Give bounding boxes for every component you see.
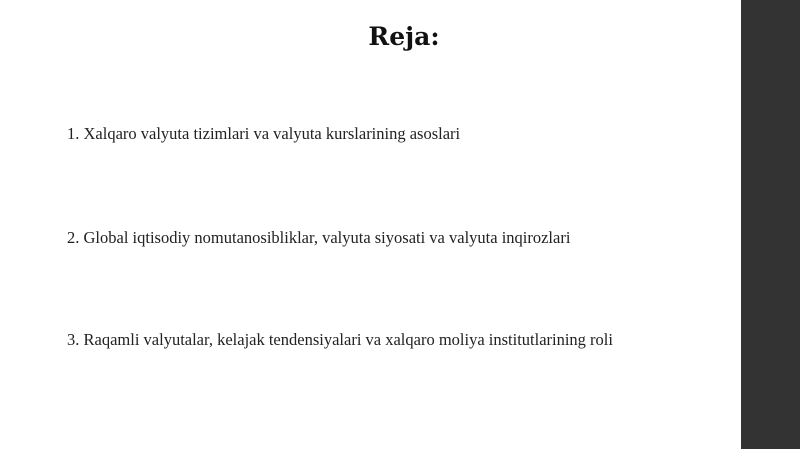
side-panel bbox=[741, 0, 800, 449]
plan-item-1: 1. Xalqaro valyuta tizimlari va valyuta kurslarining asoslari bbox=[67, 124, 461, 143]
plan-item-2: 2. Global iqtisodiy nomutanosibliklar, valyuta siyosati va valyuta inqirozlari bbox=[67, 228, 571, 247]
plan-item-3: 3. Raqamli valyutalar, kelajak tendensiyalari va xalqaro moliya institutlarining roli bbox=[67, 330, 613, 349]
slide-title: Reja: bbox=[368, 22, 440, 51]
